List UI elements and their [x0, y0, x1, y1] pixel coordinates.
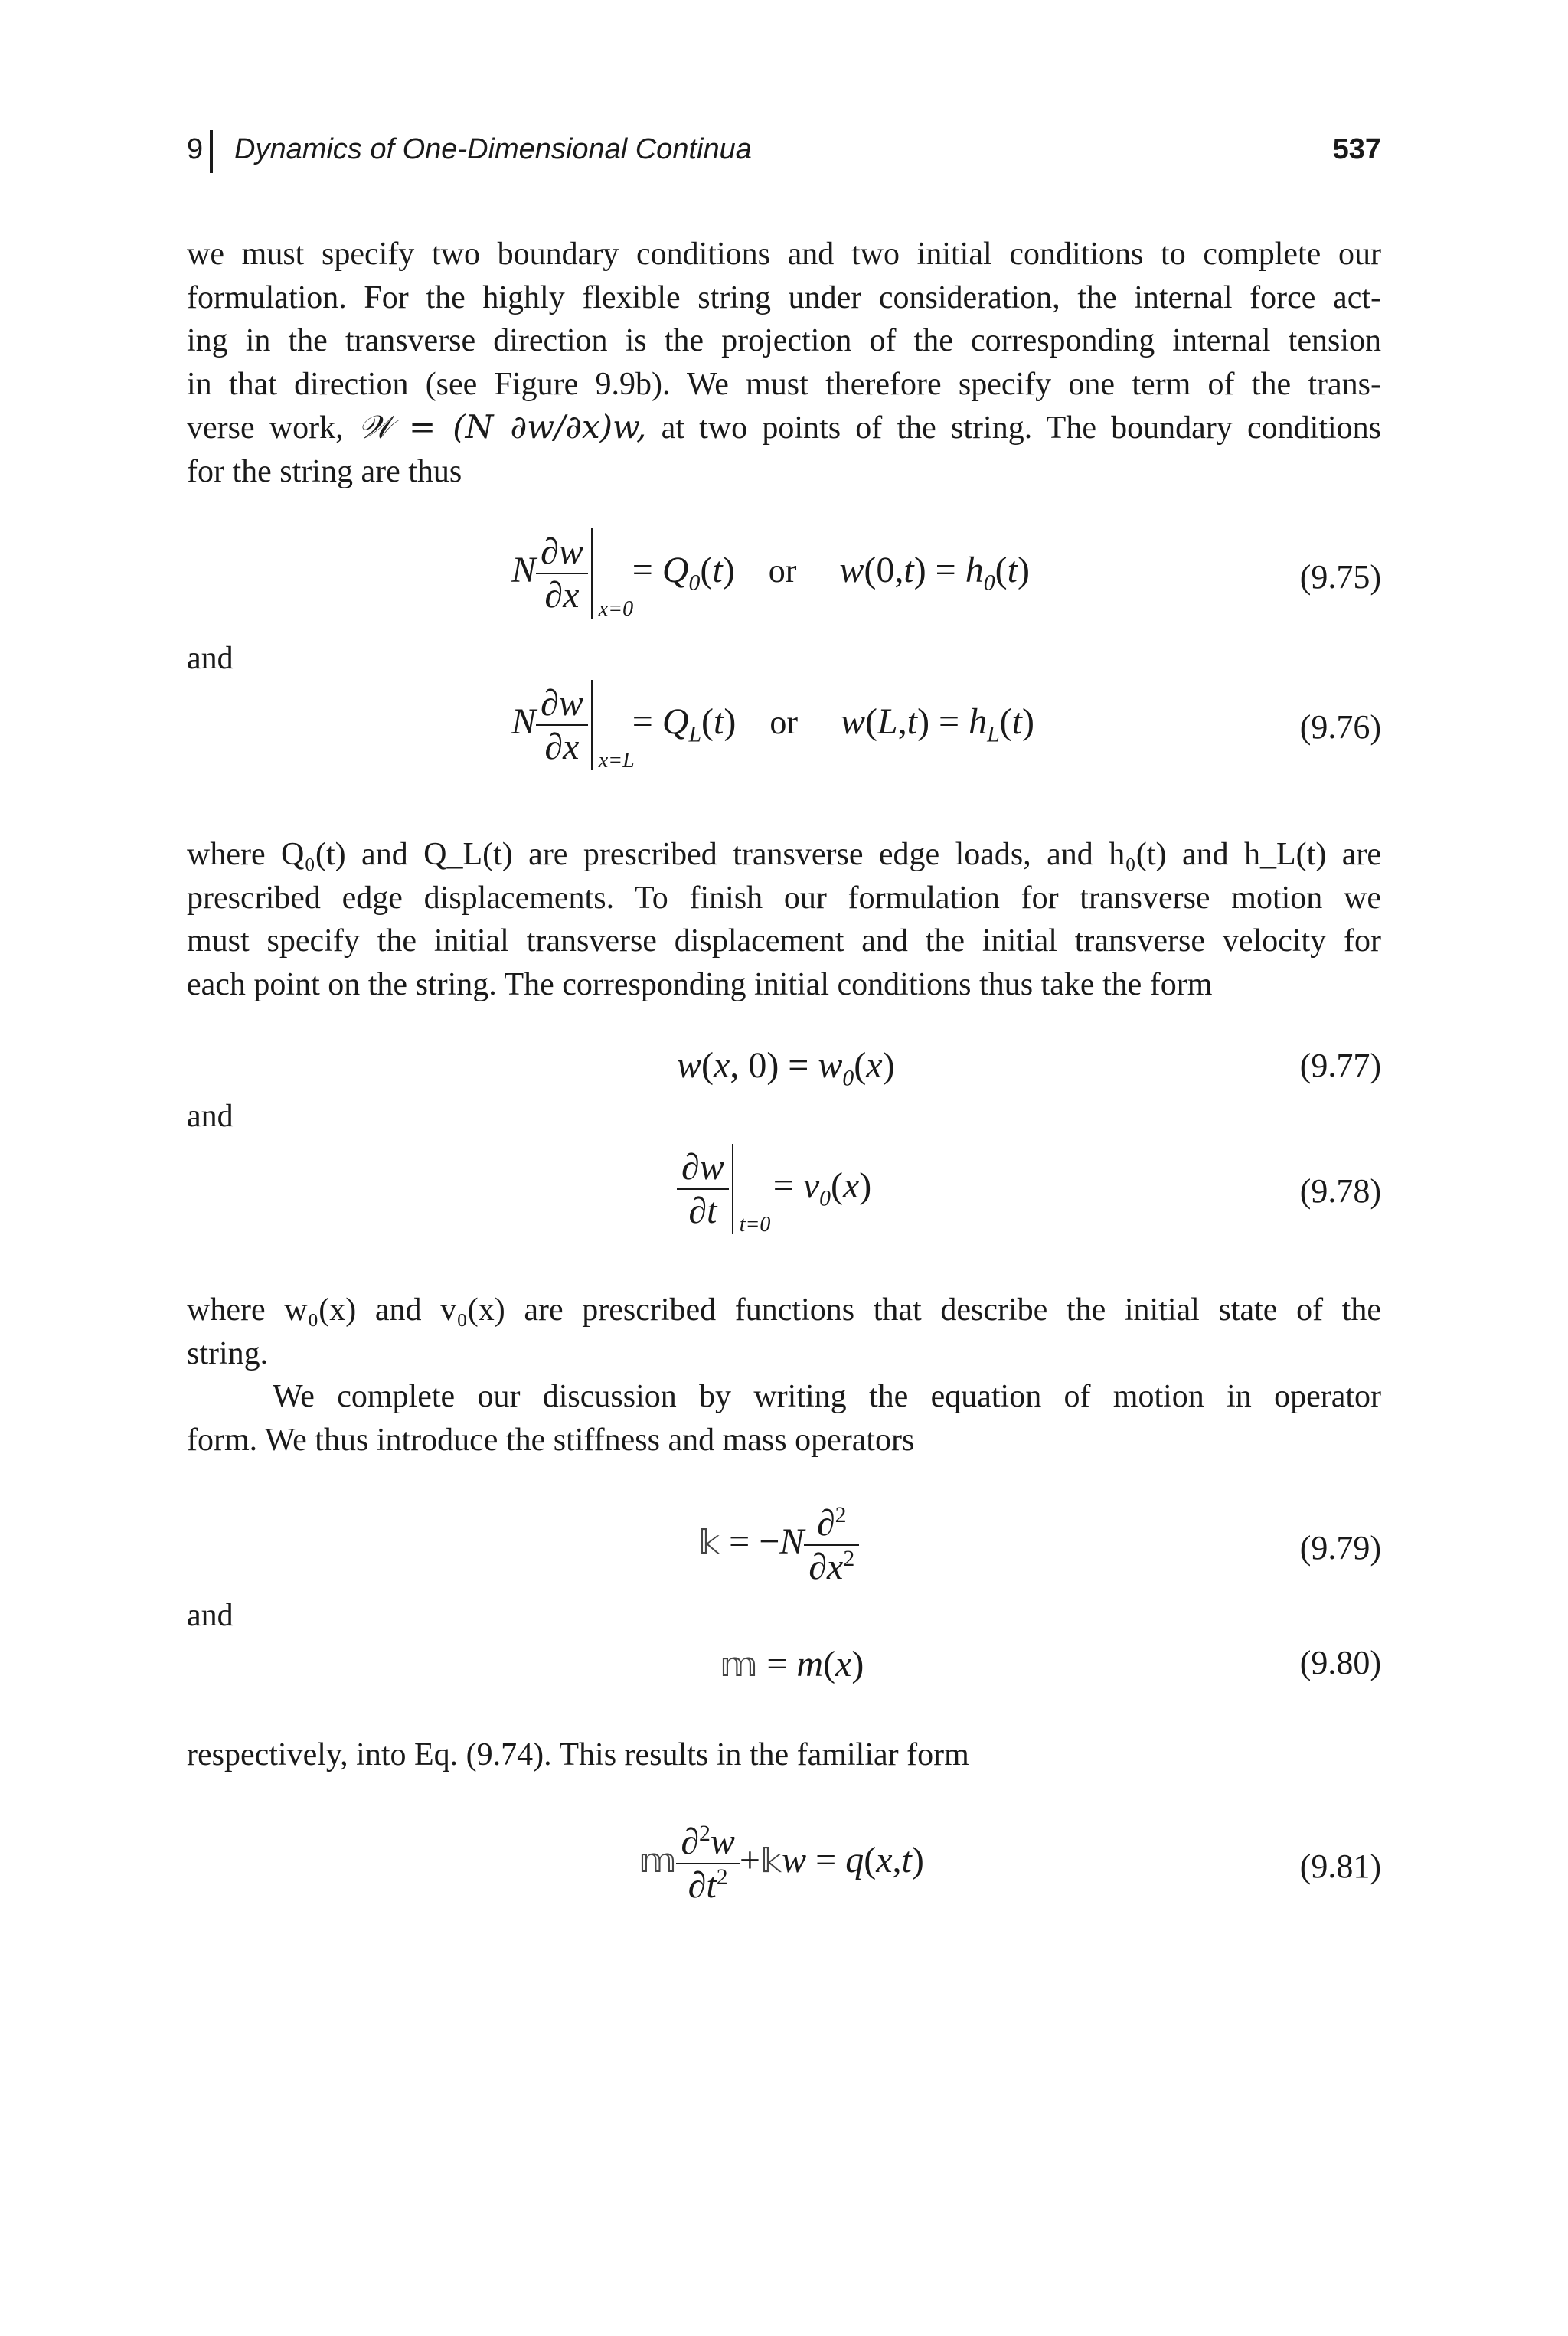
paragraph-1	[187, 233, 1381, 493]
equation-number: (9.80)	[1299, 1644, 1381, 1681]
equation-9-79	[187, 1502, 1381, 1602]
equation-9-78-math: $\frac{\partial w}{\partial t}$ t=0 = $v_0(x)$	[677, 1144, 871, 1234]
text-line: We complete our discussion by writing the equation of motion in operator	[273, 1379, 1381, 1414]
text-line: string.	[187, 1335, 269, 1371]
chapter-number: 9	[187, 133, 204, 165]
equation-9-78	[187, 1144, 1381, 1259]
text-line: formulation. For the highly flexible string under consideration, the internal force act-	[187, 279, 1381, 315]
text-line: prescribed edge displacements. To finish our formulation for transverse motion we	[187, 880, 1381, 916]
text-line: where Q₀(t) and Q_L(t) are prescribed transverse edge loads, and h₀(t) and h_L(t) are	[187, 837, 1381, 872]
equation-number: (9.79)	[1299, 1529, 1381, 1567]
text-line: for the string are thus	[187, 453, 462, 489]
equation-9-80-math: 𝕞 = m(x)	[720, 1644, 864, 1684]
text-line: where w₀(x) and v₀(x) are prescribed functions that describe the initial state of the	[187, 1292, 1381, 1328]
paragraph-3	[187, 1289, 1381, 1375]
paragraph-5	[187, 1733, 1381, 1777]
connector-and: and	[187, 1598, 234, 1633]
equation-number: (9.78)	[1299, 1172, 1381, 1210]
text-fragment: verse work,	[187, 410, 344, 446]
text-line: form. We thus introduce the stiffness and mass operators	[187, 1422, 915, 1458]
text-line: we must specify two boundary conditions and two initial conditions to complete our	[187, 237, 1381, 272]
text-line: must specify the initial transverse displacement and the initial transverse velocity for	[187, 923, 1381, 959]
header-divider	[210, 130, 213, 173]
chapter-title: Dynamics of One-Dimensional Continua	[234, 133, 752, 165]
equation-9-76-math: N $\frac{\partial w}{\partial x}$ x=L = $Q_L(t)$ or $w(L,t) = h_L(t)$	[511, 680, 1034, 770]
equation-number: (9.76)	[1299, 708, 1381, 746]
text-line: each point on the string. The corresponding initial conditions thus take the form	[187, 966, 1213, 1002]
paragraph-2	[187, 833, 1381, 1006]
equation-9-77-math: w(x, $0) = w_0(x)$	[677, 1045, 895, 1091]
equation-9-75-math: N $\frac{\partial w}{\partial x}$ x=0 = $Q_0(t)$ or $w(0,t) = h_0(t)$	[511, 528, 1030, 619]
text-line-with-math	[187, 406, 1381, 450]
connector-and: and	[187, 641, 234, 676]
paragraph-4	[187, 1375, 1381, 1462]
equation-number: (9.77)	[1299, 1047, 1381, 1084]
text-fragment: at two points of the string. The boundary conditions	[661, 410, 1382, 446]
equation-9-81	[187, 1821, 1381, 1928]
equation-9-76	[187, 680, 1381, 795]
equation-9-77	[187, 1044, 1381, 1098]
text-line: ing in the transverse direction is the projection of the corresponding internal tension	[187, 323, 1381, 358]
inline-math-transverse-work: 𝒲 = (N ∂w/∂x)w,	[358, 408, 647, 446]
equation-9-79-math: 𝕜 = −N $\frac{\partial^2}{\partial x^2}$	[698, 1502, 859, 1588]
equation-number: (9.81)	[1299, 1848, 1381, 1885]
equation-9-75	[187, 528, 1381, 643]
equation-9-80	[187, 1643, 1381, 1697]
equation-9-81-math: 𝕞 $\frac{\partial^2w}{\partial t^2}$ +𝕜w = q(x,t)	[639, 1821, 924, 1906]
equation-number: (9.75)	[1299, 558, 1381, 596]
connector-and: and	[187, 1099, 234, 1134]
text-line: in that direction (see Figure 9.9b). We must therefore specify one term of the trans-	[187, 366, 1381, 402]
page-number: 537	[1332, 133, 1381, 165]
text-line: respectively, into Eq. (9.74). This results in the familiar form	[187, 1737, 969, 1772]
running-header	[187, 130, 1381, 176]
